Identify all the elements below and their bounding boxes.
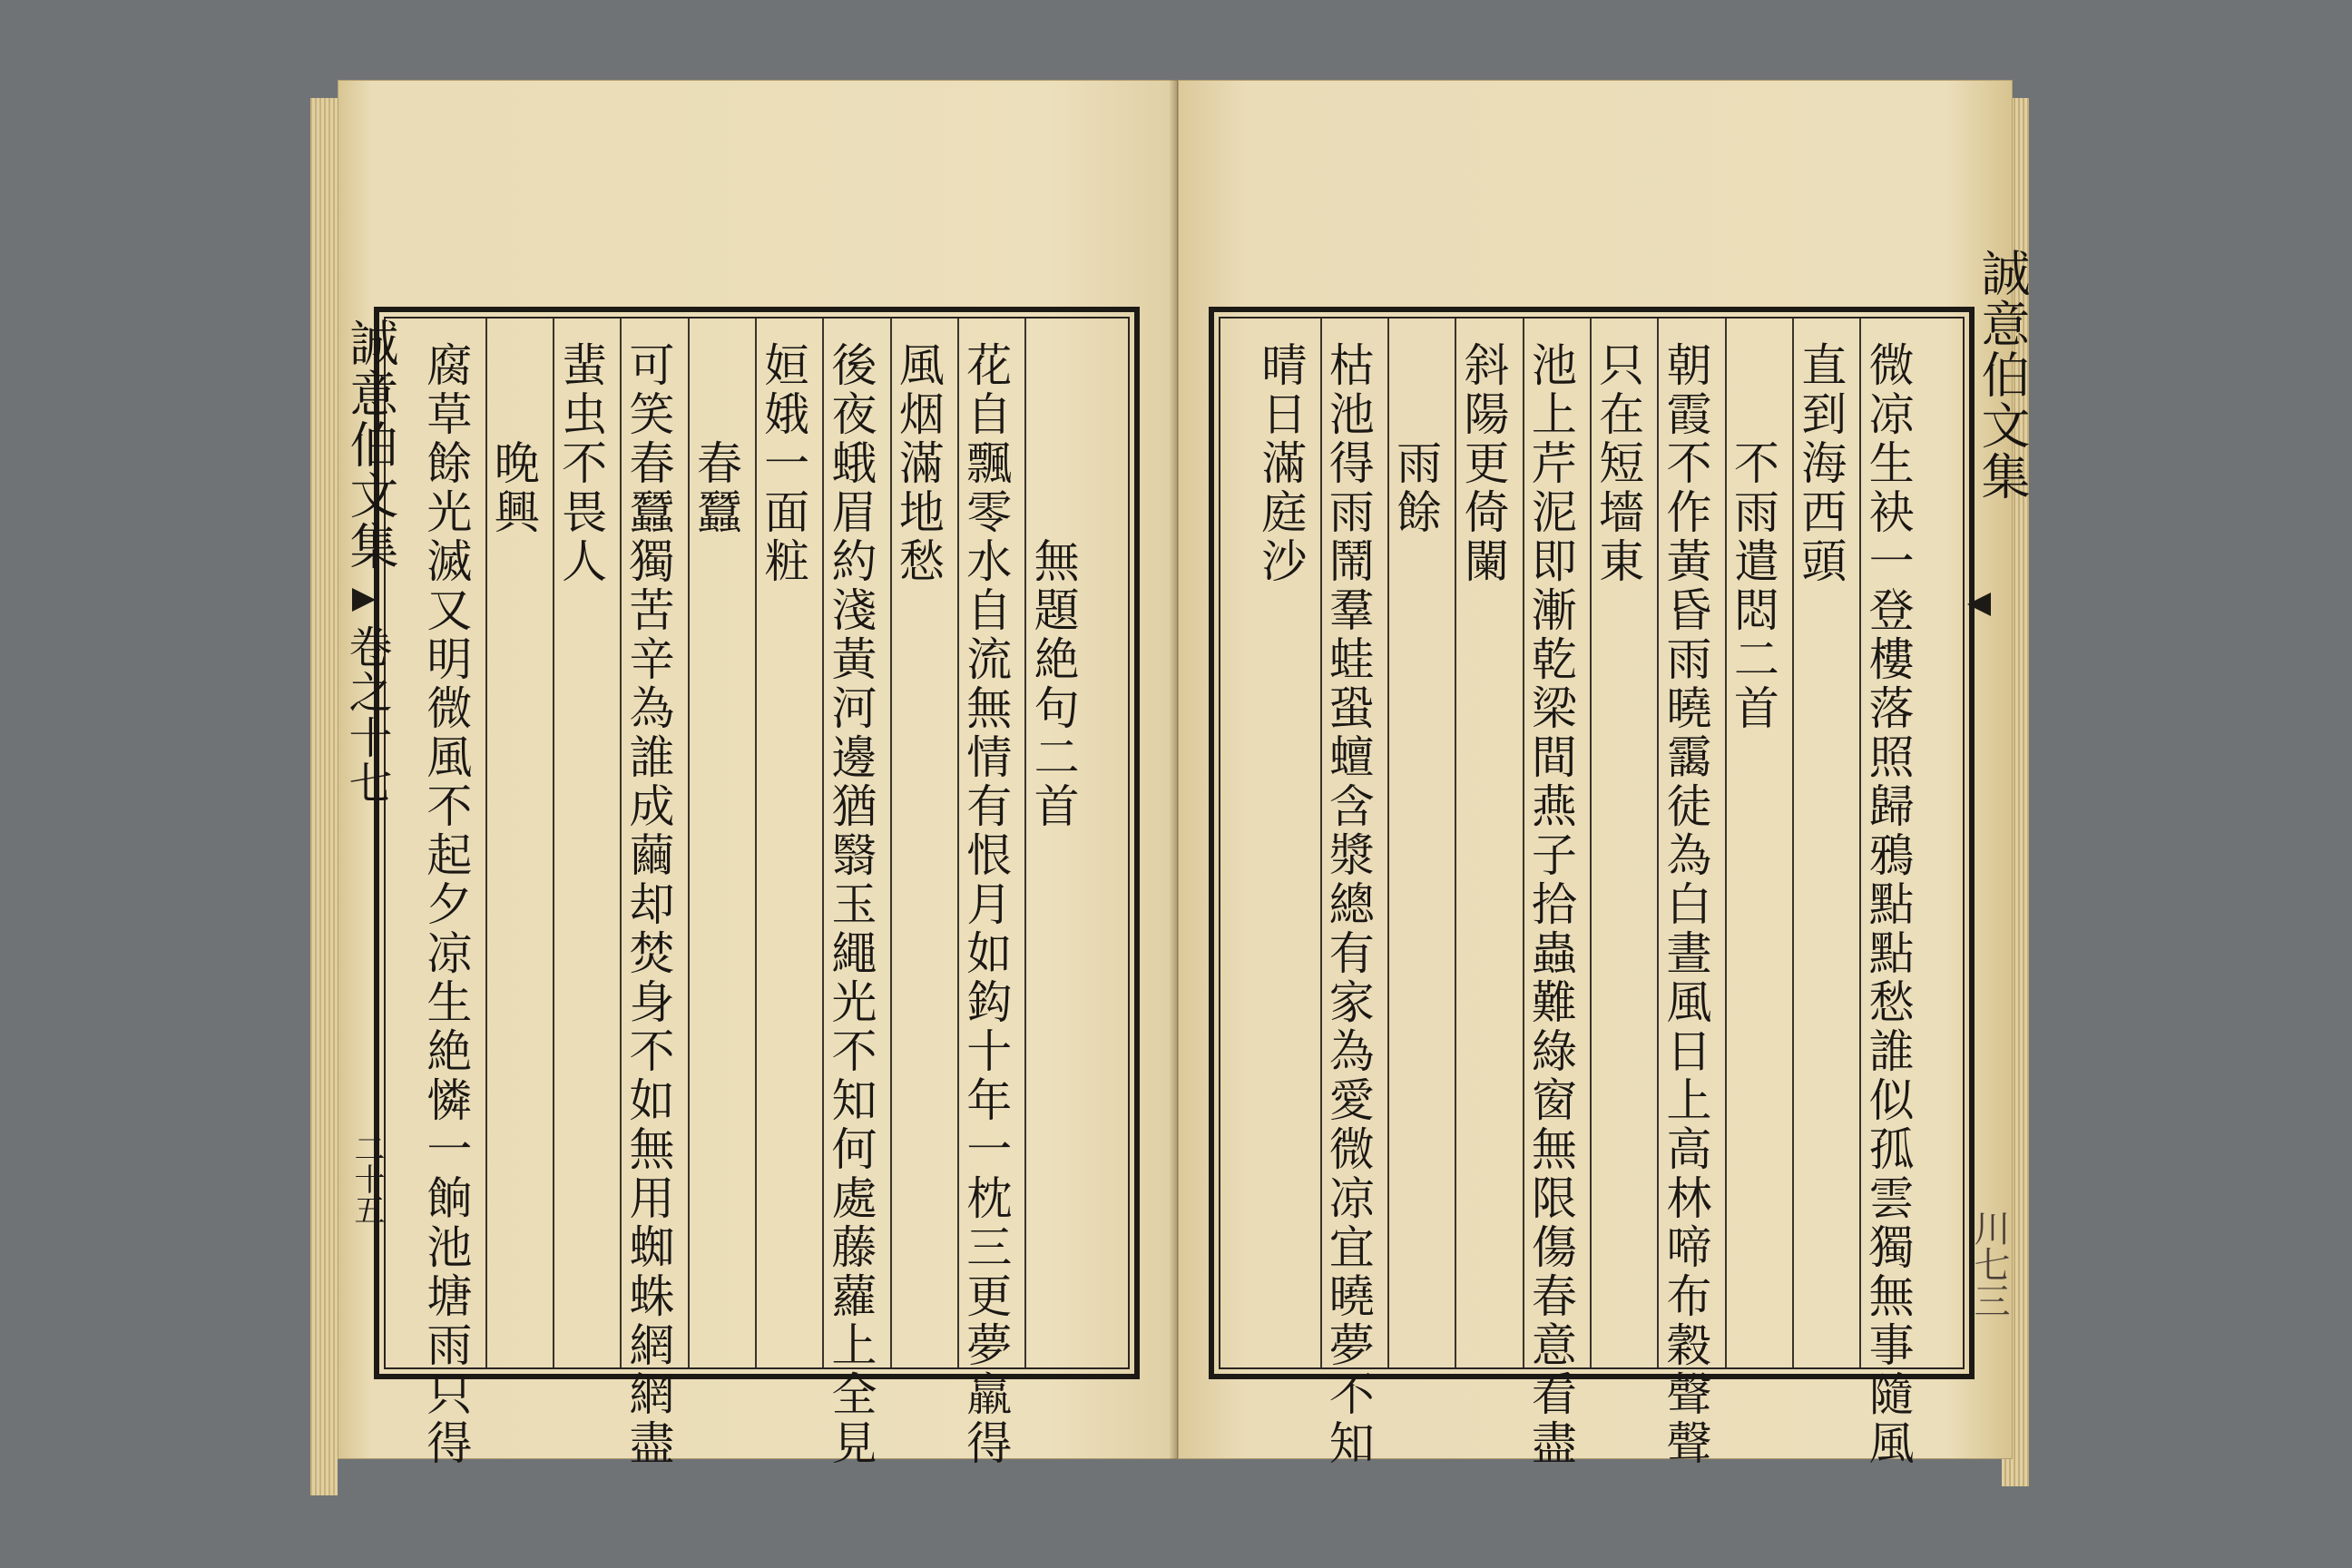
right-page [1178,80,2031,1468]
column-rule [890,318,892,1367]
page-edges-left [310,98,338,1495]
column-rule [1523,318,1524,1367]
handwritten-note: 川七三 [1968,1210,2010,1318]
column-rule [957,318,959,1367]
left-text-column: 蜚虫不畏人 [554,341,608,586]
left-folio: 二十五 [348,1132,385,1225]
column-rule [1024,318,1026,1367]
column-rule [755,318,757,1367]
column-rule [1657,318,1659,1367]
right-text-column: 不雨遣悶二首 [1726,439,1779,733]
fold-mark [352,588,376,612]
right-text-column: 斜陽更倚闌 [1456,341,1510,586]
left-text-column: 姮娥一面粧 [757,341,810,586]
left-margin-title: 誠意伯文集 [342,318,399,572]
left-text-column: 腐草餘光滅又明微風不起夕凉生絶憐一餉池塘雨只得 [419,341,473,1468]
right-text-column: 晴日滿庭沙 [1254,341,1308,586]
right-text-column: 只在短墻東 [1592,341,1645,586]
right-text-block [1219,317,1965,1468]
right-text-column: 雨餘 [1389,439,1443,537]
left-text-column: 晚興 [486,439,540,537]
column-rule [553,318,554,1367]
right-text-column: 池上芹泥即漸乾梁間燕子拾蟲難綠窗無限傷春意看盡 [1524,341,1577,1468]
left-margin-volume: 卷之十七 [341,624,392,806]
left-text-column: 可笑春蠶獨苦辛為誰成繭却焚身不如無用蜘蛛網網盡 [622,341,675,1468]
right-margin-title: 誠意伯文集 [1974,248,2031,502]
left-text-block [384,317,1130,1468]
left-text-column: 風烟滿地愁 [891,341,945,586]
column-rule [1792,318,1794,1367]
right-text-column: 直到海西頭 [1794,341,1847,586]
column-rule [1725,318,1727,1367]
column-rule [1455,318,1456,1367]
column-rule [822,318,824,1367]
left-page [338,80,1178,1468]
column-rule [620,318,622,1367]
right-text-column: 朝霞不作黃昏雨曉靄徒為白晝風日上高林啼布穀聲聲 [1659,341,1712,1468]
left-text-column: 後夜蛾眉約淺黃河邊猶翳玉繩光不知何處藤蘿上全見 [824,341,877,1468]
column-rule [1320,318,1322,1367]
right-text-column: 微凉生袂一登樓落照歸鴉點點愁誰似孤雲獨無事隨風 [1861,341,1915,1468]
open-book [327,80,2031,1477]
right-text-column: 枯池得雨鬧羣蛙蛩蟺含漿總有家為愛微凉宜曉夢不知 [1321,341,1375,1468]
left-print-frame [374,307,1140,1468]
column-rule [688,318,690,1367]
column-rule [1859,318,1861,1367]
left-text-column: 無題絶句二首 [1026,537,1080,831]
column-rule [485,318,487,1367]
column-rule [1387,318,1389,1367]
left-text-column: 春蠶 [689,439,742,537]
left-text-column: 花自飄零水自流無情有恨月如鈎十年一枕三更夢羸得 [959,341,1013,1468]
right-print-frame [1209,307,1975,1468]
column-rule [1590,318,1592,1367]
